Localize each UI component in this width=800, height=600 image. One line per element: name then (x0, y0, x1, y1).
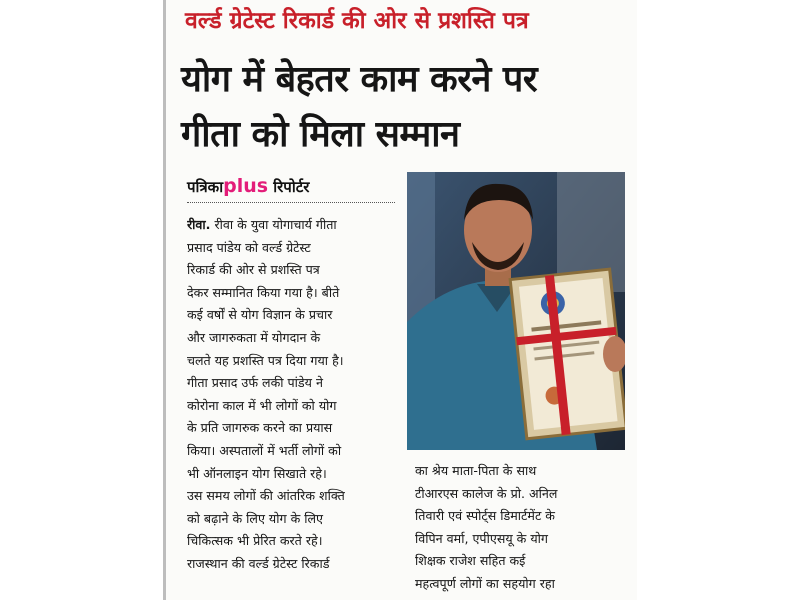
article-text-line (187, 214, 400, 237)
article-text: चिकित्सक भी प्रेरित करते रहे। (187, 533, 323, 549)
article-text: किया। अस्पतालों में भर्ती लोगों को (187, 442, 342, 458)
article-text-line: महत्वपूर्ण लोगों का सहयोग रहा (415, 575, 555, 591)
article-photo (407, 172, 625, 450)
article-text-line (187, 463, 400, 486)
article-text-line (187, 372, 400, 395)
article-text-line (187, 237, 400, 260)
article-text: और जागरुकता में योगदान के (187, 329, 321, 345)
article-text: गीता प्रसाद उर्फ लकी पांडेय ने (187, 375, 323, 391)
article-text-line: विपिन वर्मा, एपीएसयू के योग (415, 530, 548, 546)
article-text: कोरोना काल में भी लोगों को योग (187, 397, 337, 413)
article-text-line (187, 530, 400, 553)
article-text: कई वर्षों से योग विज्ञान के प्रचार (187, 307, 333, 323)
article-text: को बढ़ाने के लिए योग के लिए (187, 510, 324, 526)
column-gutter-line (163, 0, 166, 600)
byline-prefix: पत्रिका (187, 178, 224, 196)
byline-brand-plus: plus (223, 175, 269, 197)
dateline: रीवा. (187, 217, 211, 232)
main-headline (181, 52, 631, 162)
byline-suffix: रिपोर्टर (273, 178, 310, 196)
article-text-line (187, 417, 400, 440)
article-text-line: टीआरएस कालेज के प्रो. अनिल (415, 485, 558, 501)
article-text-line: तिवारी एवं स्पोर्ट्स डिमार्टमेंट के (415, 508, 555, 524)
article-text-line (187, 304, 400, 327)
article-text-line: शिक्षक राजेश सहित कई (415, 553, 526, 569)
article-text: उस समय लोगों की आंतरिक शक्ति (187, 488, 345, 504)
article-text-line (187, 553, 400, 576)
byline-divider (187, 202, 395, 203)
article-text-line (187, 350, 400, 373)
article-text-line (187, 440, 400, 463)
article-text: रीवा के युवा योगाचार्य गीता (214, 217, 337, 232)
article-text: प्रसाद पांडेय को वर्ल्ड ग्रेटेस्ट (187, 239, 311, 255)
article-text-line: का श्रेय माता-पिता के साथ (415, 463, 537, 478)
photo-illustration (407, 172, 625, 450)
byline (187, 174, 387, 198)
article-text-line (187, 485, 400, 508)
article-text-line (187, 327, 400, 350)
article-text-line (187, 259, 400, 282)
article-text-line (187, 282, 400, 305)
kicker-headline: वर्ल्ड ग्रेटेस्ट रिकार्ड की ओर से प्रशस्ति पत्र (185, 8, 529, 34)
article-column-2 (415, 460, 629, 596)
headline-line-2: गीता को मिला सम्मान (181, 114, 460, 155)
headline-line-1: योग में बेहतर काम करने पर (181, 59, 538, 100)
article-column-1 (187, 214, 400, 576)
article-text: चलते यह प्रशस्ति पत्र दिया गया है। (187, 352, 344, 368)
article-text: भी ऑनलाइन योग सिखाते रहे। (187, 465, 327, 481)
article-text: के प्रति जागरुक करने का प्रयास (187, 420, 333, 436)
article-text-line (187, 508, 400, 531)
article-text-line (187, 395, 400, 418)
newspaper-clipping (163, 0, 637, 600)
article-text: देकर सम्मानित किया गया है। बीते (187, 284, 340, 300)
article-text: राजस्थान की वर्ल्ड ग्रेटेस्ट रिकार्ड (187, 555, 330, 571)
article-text: रिकार्ड की ओर से प्रशस्ति पत्र (187, 262, 320, 278)
